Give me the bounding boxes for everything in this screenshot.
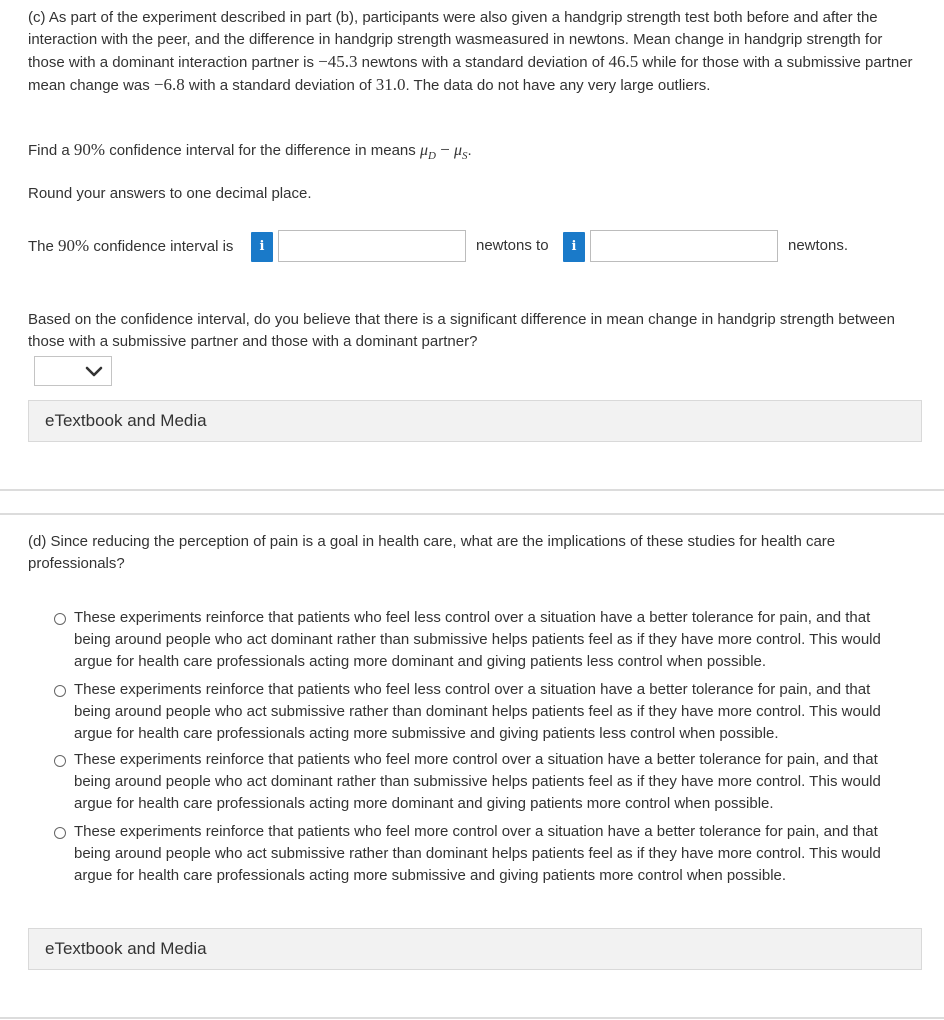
rounding-instruction: Round your answers to one decimal place. [28,185,312,202]
dominant-sd-value: 46.5 [608,52,639,71]
ci-confidence-level: 90% [58,236,90,255]
chevron-down-icon [85,364,103,386]
divider [0,489,944,491]
ci-text: The [28,238,59,255]
ci-prefix-label [28,235,233,258]
etextbook-media-button[interactable]: eTextbook and Media [28,928,922,970]
info-icon[interactable]: i [251,232,273,262]
mu-symbol: μ [419,142,428,159]
option-text: These experiments reinforce that patients who feel more control over a situation have a better tolerance for pain, and that being around people who act dominant rather than submissive helps patients feel as if they have more control. This would argue for health care professionals acting more dominant and giving patients more control when possible. [74,751,881,812]
option-text: These experiments reinforce that patients who feel less control over a situation have a better tolerance for pain, and that being around people who act submissive rather than dominant helps patients feel as if they have more control. This would argue for health care professionals acting more submissive and giving patients less control when possible. [74,681,881,742]
divider [0,513,944,515]
dominant-mean-value: −45.3 [318,52,358,71]
part-d-question: (d) Since reducing the perception of pain is a goal in health care, what are the implications of these studies for health care professionals? [28,533,836,572]
radio-button[interactable] [54,755,66,767]
upper-bound-input[interactable] [590,230,778,262]
radio-button[interactable] [54,827,66,839]
part-c-text: (c) As part of the experiment described in part (b), participants were also given a handgrip strength test both before and after the interaction with the peer, and the difference in handgrip strength wasmeasured in newtons. Mean change in handgrip strength for those with a dominant interaction partner is [28,9,883,71]
subscript-d: D [427,150,436,163]
find-text: confidence interval for the difference in means [105,142,420,159]
confidence-level: 90% [73,140,106,159]
part-c-text: . The data do not have any very large outliers. [405,77,711,94]
submissive-mean-value: −6.8 [153,75,185,94]
minus-sign: − [435,140,455,159]
option-text: These experiments reinforce that patients who feel more control over a situation have a better tolerance for pain, and that being around people who act submissive rather than dominant helps patients feel as if they have more control. This would argue for health care professionals acting more submissive and giving patients more control when possible. [74,823,881,884]
mu-d-symbol [419,142,436,163]
newtons-label: newtons. [788,237,849,254]
submissive-sd-value: 31.0 [375,75,406,94]
part-c-text: while for those with a submissive partner mean change was [28,54,913,94]
etextbook-media-button[interactable]: eTextbook and Media [28,400,922,442]
option-text: These experiments reinforce that patients who feel less control over a situation have a better tolerance for pain, and that being around people who act dominant rather than submissive helps patients feel as if they have more control. This would argue for health care professionals acting more dominant and giving patients less control when possible. [74,609,881,670]
find-text: Find a [28,142,74,159]
significance-question: Based on the confidence interval, do you believe that there is a significant difference in mean change in handgrip strength between those with a submissive partner and those with a dominant partner? [28,311,895,350]
subscript-s: S [462,150,468,163]
confidence-interval-row [28,230,928,264]
lower-bound-input[interactable] [278,230,466,262]
period: . [467,142,472,159]
part-c-text: with a standard deviation of [184,77,376,94]
ci-text: confidence interval is [89,238,234,255]
part-c-text: newtons with a standard deviation of [357,54,609,71]
newtons-to-label: newtons to [476,237,549,254]
info-icon[interactable]: i [563,232,585,262]
divider [0,1017,944,1019]
part-c-paragraph [28,7,918,97]
radio-button[interactable] [54,613,66,625]
mu-symbol: μ [454,142,463,159]
find-instruction [28,139,918,162]
significance-dropdown[interactable] [34,356,112,386]
mu-s-symbol [454,142,468,163]
radio-button[interactable] [54,685,66,697]
